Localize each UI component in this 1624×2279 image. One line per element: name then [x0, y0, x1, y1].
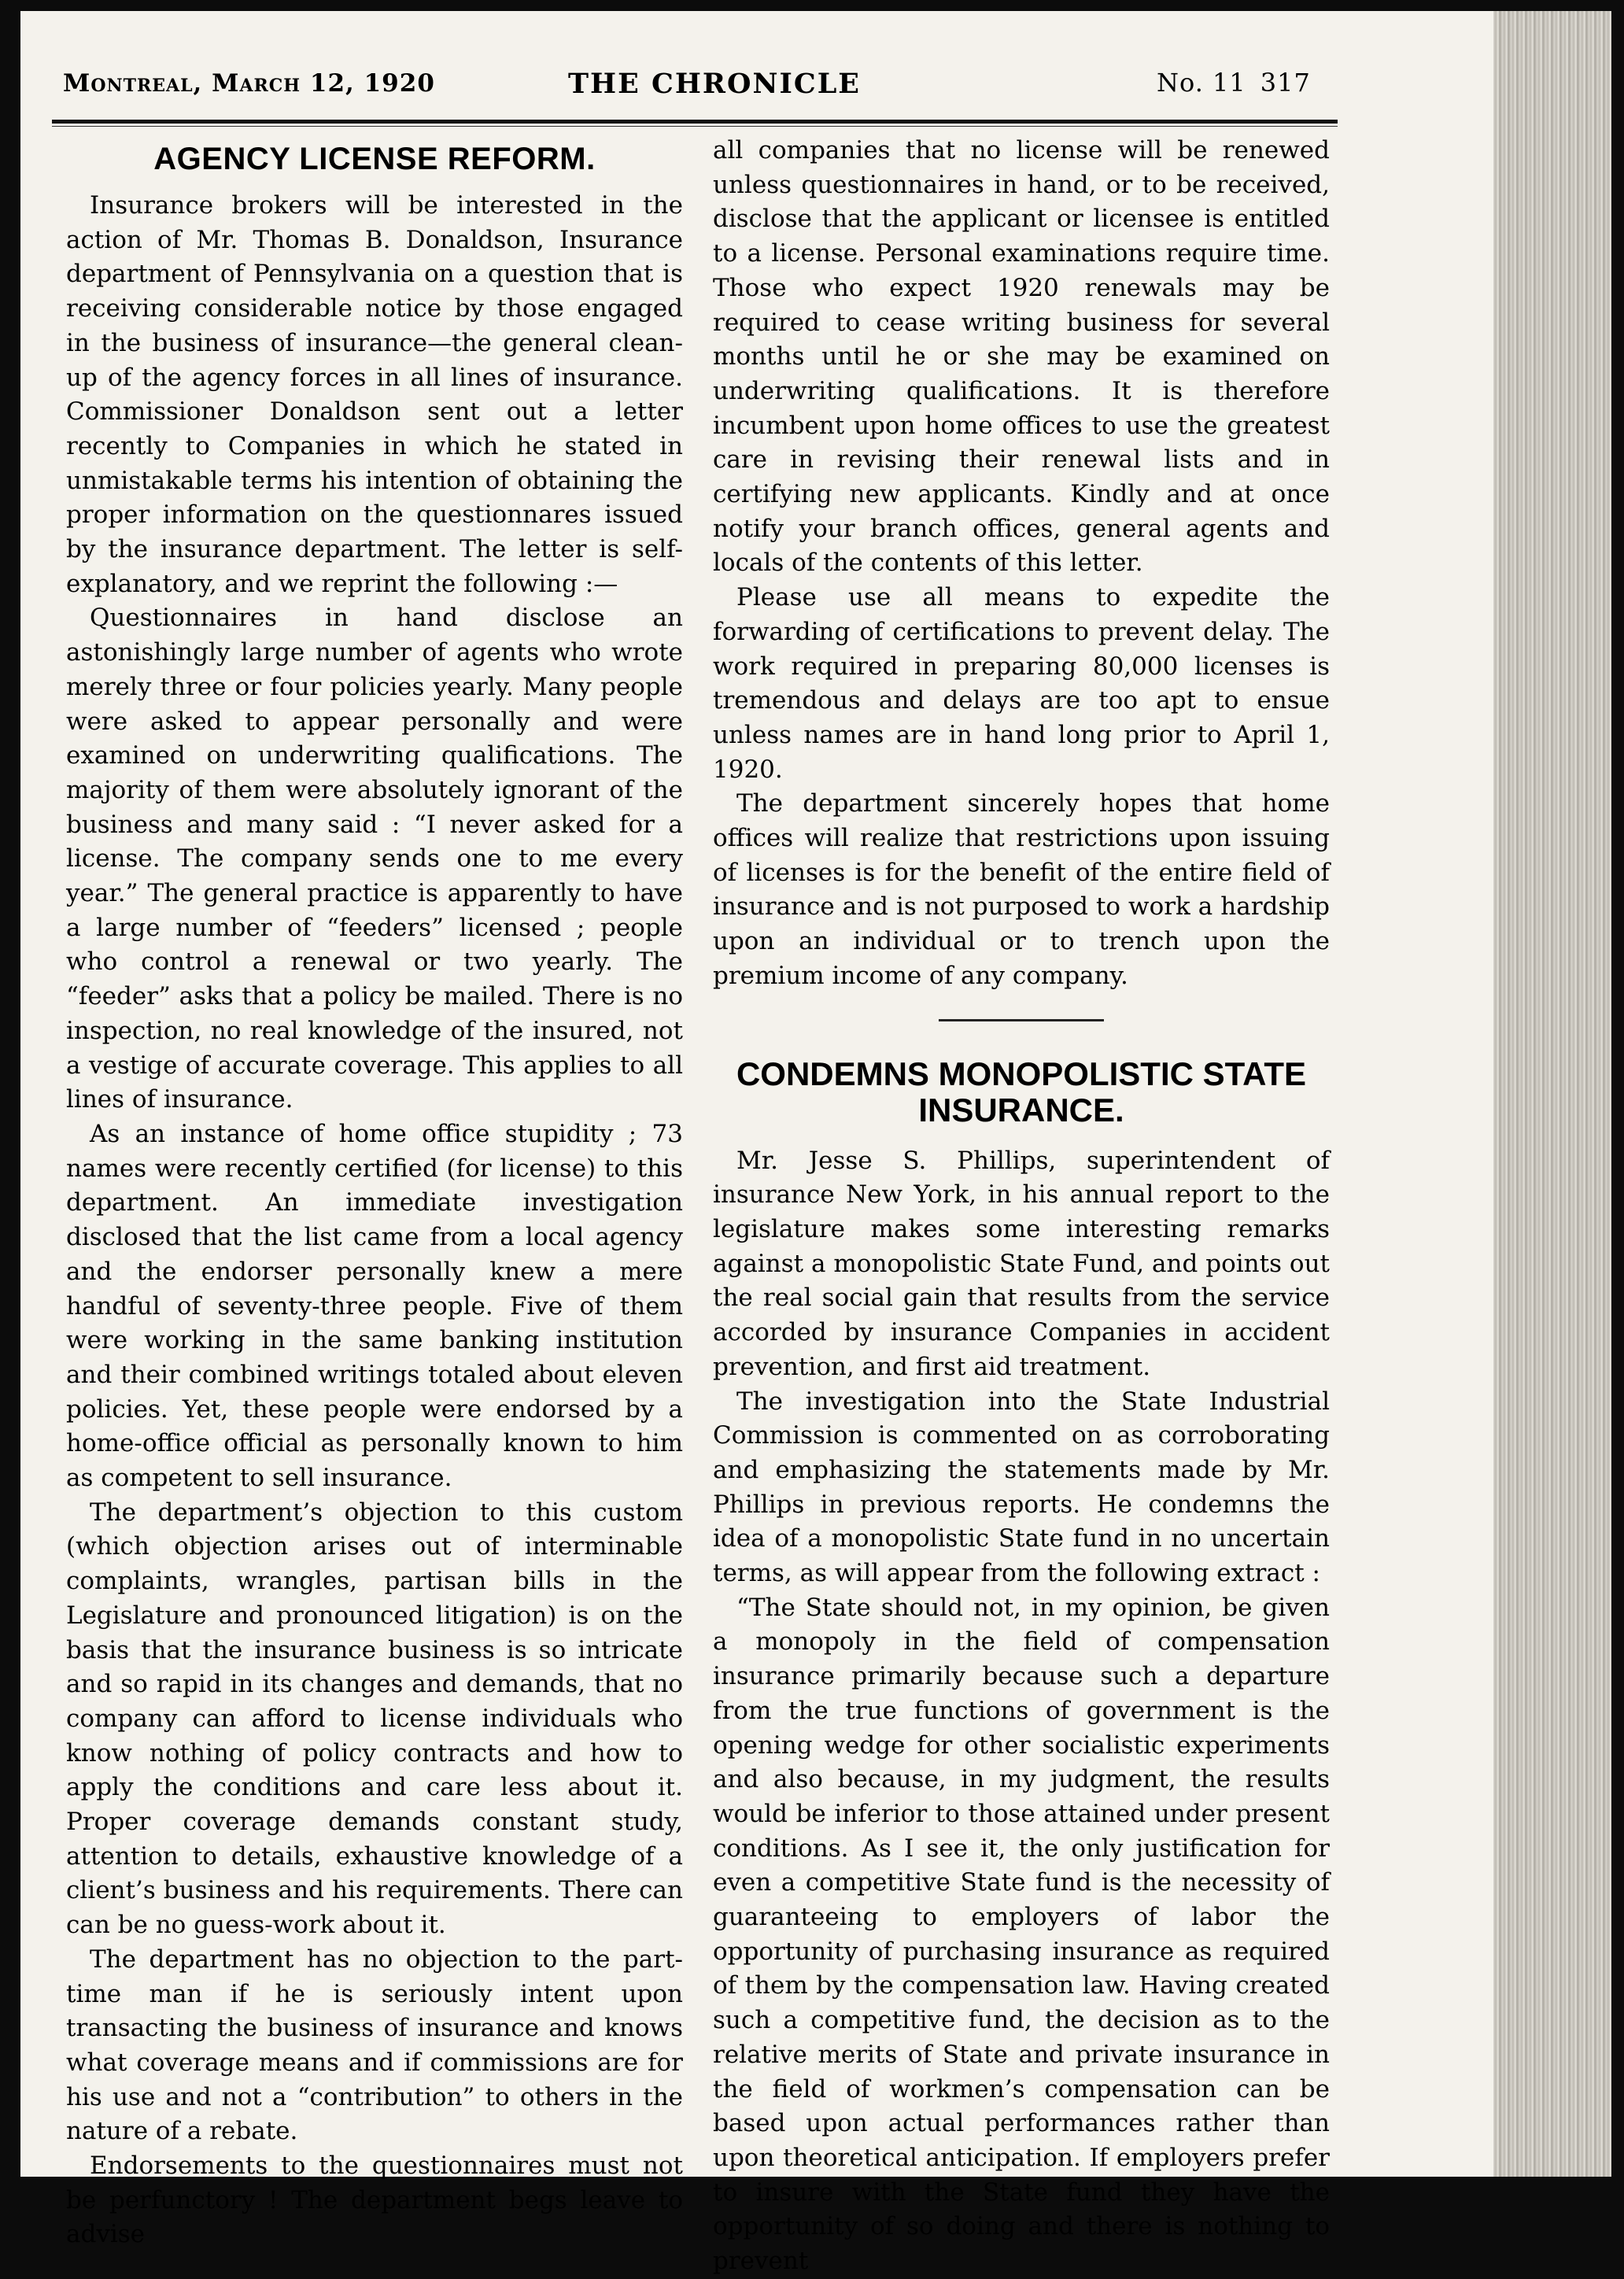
paragraph: Insurance brokers will be interested in the action of Mr. Thomas B. Donaldson, Insurance department of Pennsylvania on a question that is receiving considerable notice by those engaged in the business of insurance—the general clean-up of the agency forces in all lines of insurance. Commissioner Donaldson sent out a letter recently to Companies in which he stated in unmistakable terms his intention of obtaining the proper information on the questionnares issued by the insurance department. The letter is self-explanatory, and we reprint the following :—: [66, 191, 683, 598]
paragraph: The department’s objection to this custom (which objection arises out of interminable complaints, wrangles, partisan bills in the Legislature and pronounced litigation) is on the basis that the insurance business is so intricate and so rapid in its changes and demands, that no company can afford to license individuals who know nothing of policy contracts and how to apply the conditions and care less about it. Proper coverage demands constant study, attention to details, exhaustive knowledge of a client’s business and his requirements. There can can be no guess-work about it.: [66, 1498, 683, 1940]
header-publication-title: THE CHRONICLE: [568, 68, 861, 100]
paragraph: Mr. Jesse S. Phillips, superintendent of insurance New York, in his annual report to the legislature makes some interesting remarks against a monopolistic State Fund, and points out the real social gain that results from the service accorded by insurance Companies in accident prevention, and first aid treatment.: [713, 1146, 1330, 1381]
left-column: [66, 134, 683, 2252]
header-rule-thin: [52, 126, 1338, 127]
header-rule: [52, 120, 1338, 124]
paragraph: Please use all means to expedite the forwarding of certifications to prevent delay. The work required in preparing 80,000 licenses is tremendous and delays are too apt to ensue unless names are in hand long prior to April 1, 1920.: [713, 583, 1330, 784]
page-stack-edges: [1493, 11, 1611, 2177]
paragraph: The department has no objection to the part-time man if he is seriously intent upon transacting the business of insurance and knows what coverage means and if commissions are for his use and not a “contribution” to others in the nature of a rebate.: [66, 1945, 683, 2146]
article-title-agency-license: AGENCY LICENSE REFORM.: [153, 142, 596, 176]
paragraph: The department sincerely hopes that home offices will realize that restrictions upon issuing of licenses is for the benefit of the entire field of insurance and is not purposed to work a hardship upon an individual or to trench upon the premium income of any company.: [713, 789, 1330, 990]
article-title-monopolistic-insurance: CONDEMNS MONOPOLISTIC STATE INSURANCE.: [736, 1055, 1307, 1128]
header-page-number: 317: [1260, 68, 1311, 98]
paragraph: Questionnaires in hand disclose an astonishingly large number of agents who wrote merely three or four policies yearly. Many people were asked to appear personally and were examined on underwriting qualifications. The majority of them were absolutely ignorant of the business and many said : “I never asked for a license. The company sends one to me every year.” The general practice is apparently to have a large number of “feeders” licensed ; people who control a renewal or two yearly. The “feeder” asks that a policy be mailed. There is no inspection, no real knowledge of the insured, not a vestige of accurate coverage. This applies to all lines of insurance.: [66, 604, 683, 1114]
header-issue-number: No. 11: [1157, 68, 1246, 98]
header-dateline: Montreal, March 12, 1920: [63, 69, 435, 98]
paragraph: “The State should not, in my opinion, be given a monopoly in the field of compensation insurance primarily because such a departure from the true functions of government is the opening wedge for other socialistic experiments and also because, in my judgment, the results would be inferior to those attained under present conditions. As I see it, the only justification for even a competitive State fund is the necessity of guaranteeing to employers of labor the opportunity of purchasing insurance as required of them by the compensation law. Having created such a competitive fund, the decision as to the relative merits of State and private insurance in the field of workmen’s compensation can be based upon actual performances rather than upon theoretical anticipation. If employers prefer to insure with the State fund they have the opportunity of so doing and there is nothing to prevent: [713, 1593, 1330, 2276]
paragraph: The investigation into the State Industrial Commission is commented on as corroborating and emphasizing the statements made by Mr. Phillips in previous reports. He condemns the idea of a monopolistic State fund in no uncertain terms, as will appear from the following extract :: [713, 1387, 1330, 1588]
paragraph-continued: all companies that no license will be renewed unless questionnaires in hand, or to be received, disclose that the applicant or licensee is entitled to a license. Personal examinations require time. Those who expect 1920 renewals may be required to cease writing business for several months until he or she may be examined on underwriting qualifications. It is therefore incumbent upon home offices to use the greatest care in revising their renewal lists and in certifying new applicants. Kindly and at once notify your branch offices, general agents and locals of the contents of this letter.: [713, 136, 1330, 578]
section-divider: [939, 1019, 1104, 1021]
paragraph: As an instance of home office stupidity ; 73 names were recently certified (for license) to this department. An immediate investigation disclosed that the list came from a local agency and the endorser personally knew a mere handful of seventy-three people. Five of them were working in the same banking institution and their combined writings totaled about eleven policies. Yet, these people were endorsed by a home-office official as personally known to him as competent to sell insurance.: [66, 1119, 683, 1493]
paragraph: Endorsements to the questionnaires must not be perfunctory ! The department begs leave to advise: [66, 2152, 683, 2249]
header-issue-page: [1157, 68, 1325, 98]
running-header: [41, 63, 1336, 112]
right-column: [713, 134, 1330, 2279]
